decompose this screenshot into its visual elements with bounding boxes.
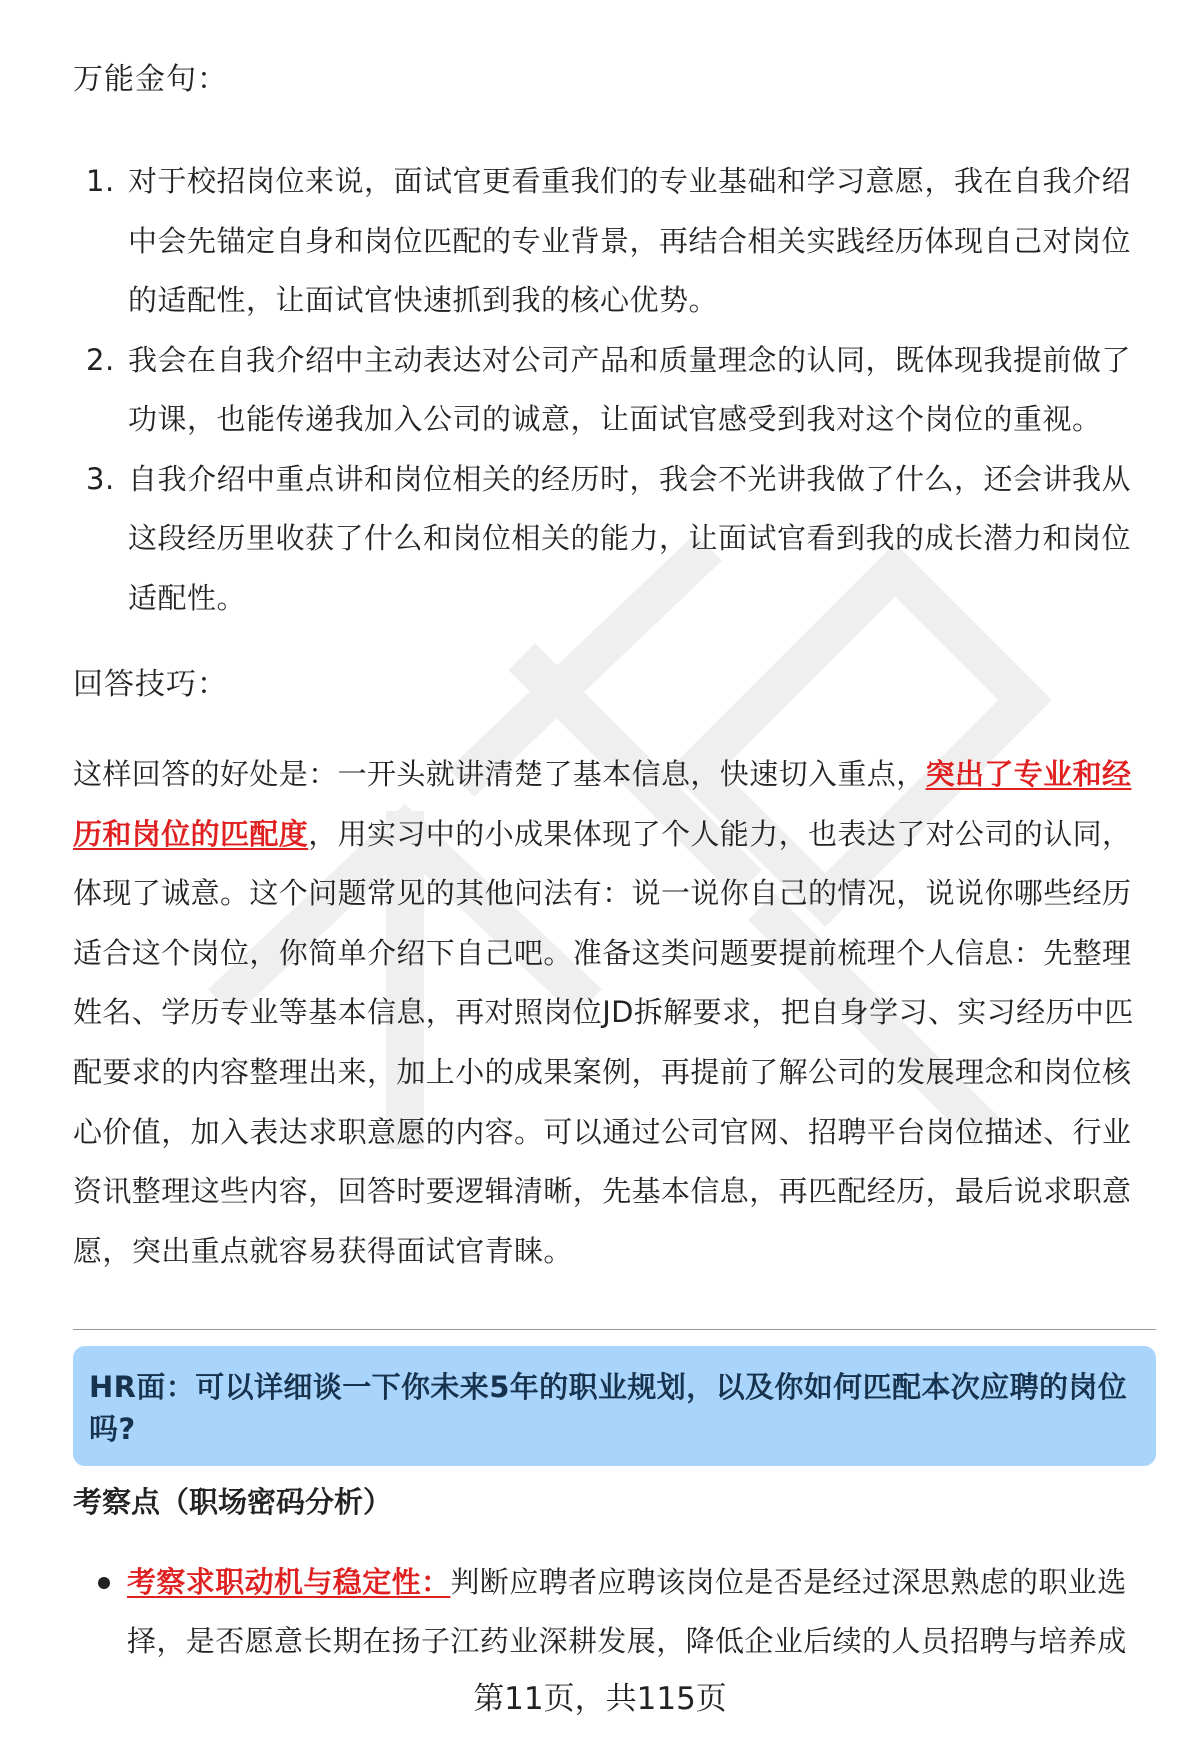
assessment-list bbox=[73, 1553, 1155, 1671]
bullet-icon bbox=[98, 1577, 110, 1589]
list-item bbox=[73, 450, 1153, 629]
question-box bbox=[73, 1346, 1156, 1466]
tips-text-part1: 这样回答的好处是：一开头就讲清楚了基本信息，快速切入重点， bbox=[73, 757, 926, 791]
list-item bbox=[73, 152, 1153, 331]
list-text: 对于校招岗位来说，面试官更看重我们的专业基础和学习意愿，我在自我介绍中会先锚定自身和岗位匹配的专业背景，再结合相关实践经历体现自己对岗位的适配性，让面试官快速抓到我的核心优势。 bbox=[128, 164, 1132, 317]
answer-tips-paragraph bbox=[73, 745, 1155, 1281]
assessment-heading: 考察点（职场密码分析） bbox=[73, 1485, 393, 1519]
list-text: 我会在自我介绍中主动表达对公司产品和质量理念的认同，既体现我提前做了功课，也能传递我加入公司的诚意，让面试官感受到我对这个岗位的重视。 bbox=[128, 342, 1132, 436]
list-text: 自我介绍中重点讲和岗位相关的经历时，我会不光讲我做了什么，还会讲我从这段经历里收获了什么和岗位相关的能力，让面试官看到我的成长潜力和岗位适配性。 bbox=[128, 461, 1132, 615]
question-text: HR面：可以详细谈一下你未来5年的职业规划，以及你如何匹配本次应聘的岗位吗? bbox=[89, 1370, 1128, 1446]
assessment-label: 考察求职动机与稳定性： bbox=[127, 1565, 451, 1599]
answer-tips-heading: 回答技巧： bbox=[73, 667, 228, 702]
list-item bbox=[73, 1553, 1155, 1671]
section-divider bbox=[73, 1329, 1156, 1330]
tips-text-part2: ，用实习中的小成果体现了个人能力，也表达了对公司的认同，体现了诚意。这个问题常见的其他问法有：说一说你自己的情况，说说你哪些经历适合这个岗位，你简单介绍下自己吧。准备这类问题要提前梳理个人信息：先整理姓名、学历专业等基本信息，再对照岗位JD拆解要求，把自身学习、实习经历中匹配要求的内容整理出来，加上小的成果案例，再提前了解公司的发展理念和岗位核心价值，加入表达求职意愿的内容。可以通过公司官网、招聘平台岗位描述、行业资讯整理这些内容，回答时要逻辑清晰，先基本信息，再匹配经历，最后说求职意愿，突出重点就容易获得面试官青睐。 bbox=[73, 816, 1134, 1268]
golden-sentences-list bbox=[73, 152, 1153, 628]
list-number: 1. bbox=[86, 164, 115, 198]
list-number: 3. bbox=[86, 461, 115, 496]
page-number: 第11页，共115页 bbox=[473, 1681, 727, 1717]
assessment-text: 判断应聘者应聘该岗位是否是经过深思熟虑的职业选择，是否愿意长期在扬子江药业深耕发展，降低企业后续的人员招聘与培养成 bbox=[127, 1565, 1127, 1658]
list-item bbox=[73, 331, 1153, 450]
tips-highlight: 突出了专业和经历和岗位的匹配度 bbox=[73, 757, 1132, 851]
golden-sentences-heading: 万能金句： bbox=[73, 62, 228, 97]
list-number: 2. bbox=[86, 342, 115, 377]
